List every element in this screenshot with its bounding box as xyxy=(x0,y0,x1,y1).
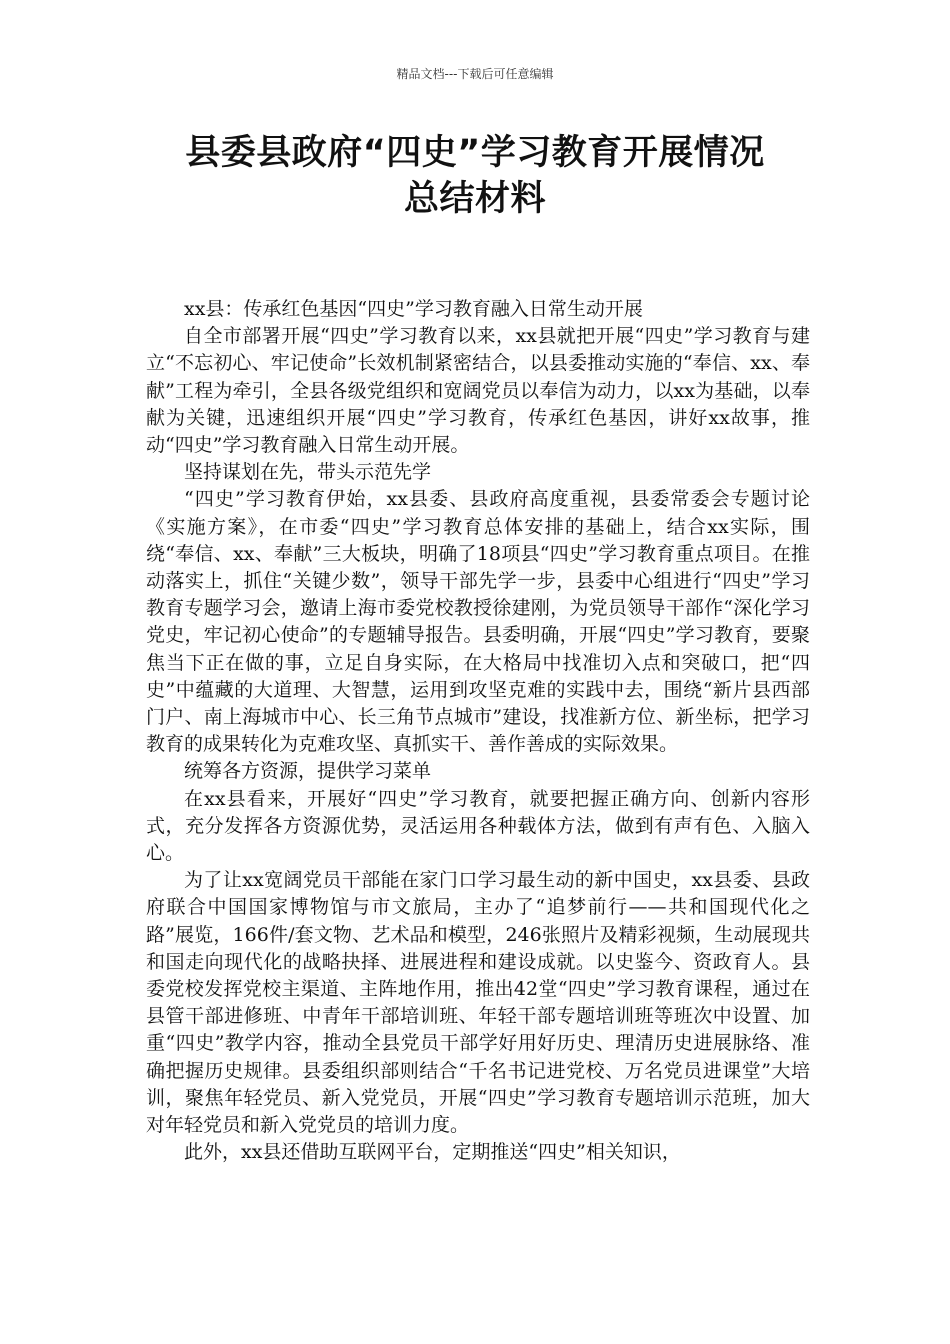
body-paragraph: 在xx县看来，开展好“四史”学习教育，就要把握正确方向、创新内容形式，充分发挥各方资源优势，灵活运用各种载体方法，做到有声有色、入脑入心。 xyxy=(146,787,810,865)
document-title-line-2: 总结材料 xyxy=(403,179,546,219)
body-paragraph: “四史”学习教育伊始，xx县委、县政府高度重视，县委常委会专题讨论《实施方案》，在市委“四史”学习教育总体安排的基础上，结合xx实际，围绕“奉信、xx、奉献”三大板块，明确了18项县“四史”学习教育重点项目。在推动落实上，抓住“关键少数”，领导干部先学一步，县委中心组进行“四史”学习教育专题学习会，邀请上海市委党校教授徐建刚，为党员领导干部作“深化学习党史，牢记初心使命”的专题辅导报告。县委明确，开展“四史”学习教育，要聚焦当下正在做的事，立足自身实际，在大格局中找准切入点和突破口，把“四史”中蕴藏的大道理、大智慧，运用到攻坚克难的实践中去，围绕“新片县西部门户、南上海城市中心、长三角节点城市”建设，找准新方位、新坐标，把学习教育的成果转化为克难攻坚、真抓实干、善作善成的实际效果。 xyxy=(146,488,810,756)
subtitle-paragraph: xx县：传承红色基因“四史”学习教育融入日常生动开展 xyxy=(184,298,643,320)
body-paragraph: 此外，xx县还借助互联网平台，定期推送“四史”相关知识， xyxy=(184,1141,681,1164)
body-paragraph: 自全市部署开展“四史”学习教育以来，xx县就把开展“四史”学习教育与建立“不忘初心、牢记使命”长效机制紧密结合，以县委推动实施的“奉信、xx、奉献”工程为牵引，全县各级党组织和宽阔党员以奉信为动力，以xx为基础，以奉献为关键，迅速组织开展“四史”学习教育，传承红色基因，讲好xx故事，推动“四史”学习教育融入日常生动开展。 xyxy=(146,325,810,457)
document-body xyxy=(146,296,810,1167)
section-heading: 坚持谋划在先，带头示范先学 xyxy=(184,461,432,484)
body-paragraph: 为了让xx宽阔党员干部能在家门口学习最生动的新中国史，xx县委、县政府联合中国国家博物馆与市文旅局，主办了“追梦前行——共和国现代化之路”展览，166件/套文物、艺术品和模型，246张照片及精彩视频，生动展现共和国走向现代化的战略抉择、进展进程和建设成就。以史鉴今、资政育人。县委党校发挥党校主渠道、主阵地作用，推出42堂“四史”学习教育课程，通过在县管干部进修班、中青年干部培训班、年轻干部专题培训班等班次中设置、加重“四史”教学内容，推动全县党员干部学好用好历史、理清历史进展脉络、准确把握历史规律。县委组织部则结合“千名书记进党校、万名党员进课堂”大培训，聚焦年轻党员、新入党党员，开展“四史”学习教育专题培训示范班，加大对年轻党员和新入党党员的培训力度。 xyxy=(146,869,810,1137)
section-heading: 统筹各方资源，提供学习菜单 xyxy=(184,760,432,783)
document-title-line-1: 县委县政府“四史”学习教育开展情况 xyxy=(185,133,765,173)
document-title xyxy=(120,130,830,222)
header-note: 精品文档---下载后可任意编辑 xyxy=(396,67,554,81)
